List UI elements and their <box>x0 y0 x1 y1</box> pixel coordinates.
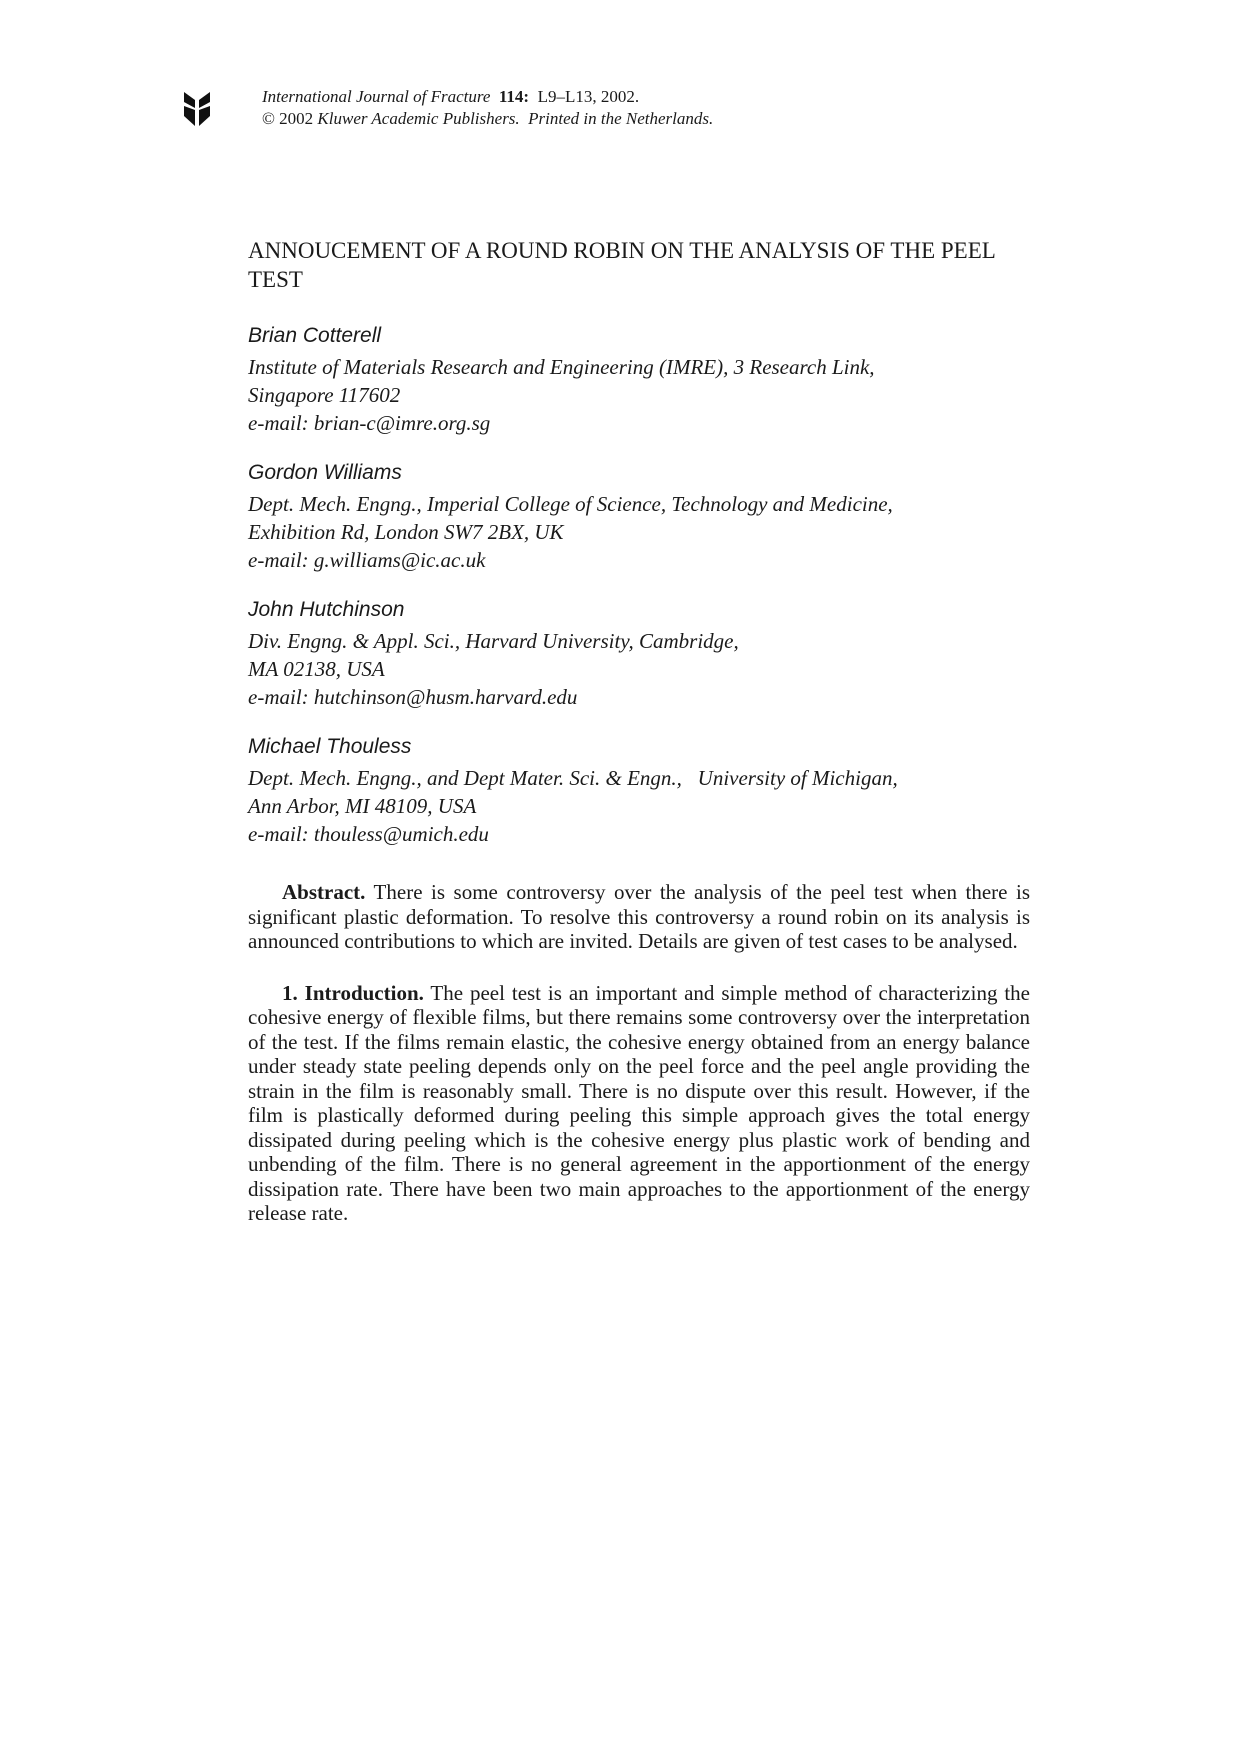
journal-header <box>216 86 713 130</box>
author-block <box>248 322 1030 437</box>
author-name: Michael Thouless <box>248 735 412 758</box>
author-affiliation <box>248 764 1030 848</box>
abstract-paragraph <box>248 880 1030 954</box>
author-name: Gordon Williams <box>248 461 402 484</box>
author-block <box>248 596 1030 711</box>
author-affiliation <box>248 490 1030 574</box>
article-title: ANNOUCEMENT OF A ROUND ROBIN ON THE ANALYSIS OF THE PEEL TEST <box>248 238 995 292</box>
abstract-text: There is some controversy over the analysis of the peel test when there is significant plastic deformation. To resolve this controversy a round robin on its analysis is announced contributions to which are invited. Details are given of test cases to be analysed. <box>248 880 1030 953</box>
affiliation-line: Div. Engng. & Appl. Sci., Harvard University, Cambridge, <box>248 629 739 653</box>
introduction-paragraph <box>248 981 1030 1226</box>
affiliation-line: Ann Arbor, MI 48109, USA <box>248 794 477 818</box>
affiliation-line: MA 02138, USA <box>248 657 385 681</box>
author-email: e-mail: brian-c@imre.org.sg <box>248 411 491 435</box>
author-email: e-mail: hutchinson@husm.harvard.edu <box>248 685 578 709</box>
affiliation-line: Dept. Mech. Engng., and Dept Mater. Sci. & Engn., University of Michigan, <box>248 766 898 790</box>
journal-volume: 114: <box>498 87 530 106</box>
author-email: e-mail: thouless@umich.edu <box>248 822 489 846</box>
copyright-year: 2002 <box>279 109 314 128</box>
affiliation-line: Singapore 117602 <box>248 383 401 407</box>
author-block <box>248 733 1030 848</box>
copyright-symbol: © <box>262 109 275 128</box>
publisher-logo-icon <box>182 90 212 128</box>
article-body <box>248 236 1030 1226</box>
author-affiliation <box>248 353 1030 437</box>
affiliation-line: Dept. Mech. Engng., Imperial College of Science, Technology and Medicine, <box>248 492 893 516</box>
author-email: e-mail: g.williams@ic.ac.uk <box>248 548 486 572</box>
abstract-label: Abstract. <box>282 880 366 904</box>
author-name: Brian Cotterell <box>248 324 382 347</box>
citation-line <box>262 86 713 108</box>
author-block <box>248 459 1030 574</box>
author-name: John Hutchinson <box>248 598 405 621</box>
introduction-text: The peel test is an important and simple method of characterizing the cohesive energy of flexible films, but there remains some controversy over the interpretation of the test. If the films remain elastic, the cohesive energy obtained from an energy balance under steady state peeling depends only on the peel force and the peel angle providing the strain in the film is reasonably small. There is no dispute over this result. However, if the film is plastically deformed during peeling this simple approach gives the total energy dissipated during peeling which is the cohesive energy plus plastic work of bending and unbending of the film. There is no general agreement in the apportionment of the energy dissipation rate. There have been two main approaches to the apportionment of the energy release rate. <box>248 980 1031 1225</box>
journal-pages: L9–L13, 2002. <box>537 87 640 106</box>
introduction-heading: 1. Introduction. <box>282 980 424 1005</box>
copyright-line <box>262 108 713 130</box>
journal-name: International Journal of Fracture <box>262 87 491 106</box>
publisher-name: Kluwer Academic Publishers. <box>317 109 520 128</box>
affiliation-line: Institute of Materials Research and Engineering (IMRE), 3 Research Link, <box>248 355 875 379</box>
affiliation-line: Exhibition Rd, London SW7 2BX, UK <box>248 520 564 544</box>
printed-note: Printed in the Netherlands. <box>528 109 714 128</box>
author-affiliation <box>248 627 1030 711</box>
